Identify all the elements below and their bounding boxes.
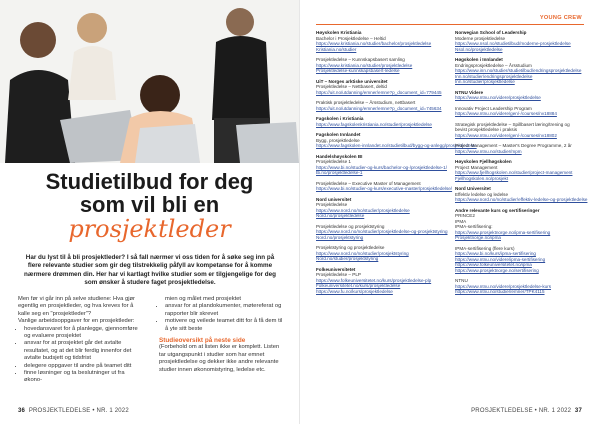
- study-link[interactable]: Bi.no/prosjektledelse-1: [316, 170, 363, 175]
- study-link[interactable]: Inn.no/studier/prosjektledelse: [455, 79, 515, 84]
- study-institution: Andre relevante kurs og sertifiseringer: [455, 207, 540, 213]
- study-program: Effektiv ledelse og ledelse: [455, 191, 509, 197]
- study-entry: [455, 122, 581, 139]
- study-link[interactable]: https://www.ntnu.no/videre/gen/-/courses/nv18802: [455, 132, 557, 138]
- study-institution: Folkeuniversitetet: [316, 266, 356, 272]
- study-link[interactable]: https://www.nsol.no/studietilbud/moderne-prosjektledelse: [455, 41, 571, 46]
- study-entry: [316, 30, 442, 52]
- study-program: Prosjektledelse – Nettbasert, deltid: [316, 84, 387, 89]
- footer-text-right: PROSJEKTLEDELSE • NR. 1 2022: [471, 408, 572, 414]
- body-column-1: [18, 296, 142, 385]
- study-link[interactable]: https://www.folkeuniversitetet.no/ipma: [455, 262, 532, 267]
- study-link[interactable]: Nord.no/prosjektstyring: [316, 234, 364, 240]
- study-link[interactable]: https://www.fu.no/kurs/prosjektledelse: [316, 288, 393, 294]
- study-program: Praktisk prosjektledelse – Årsstudium, nettbasert: [316, 100, 416, 105]
- study-link[interactable]: https://www.inn.no/studier/studietilbud/endringsprosjektledelse: [455, 68, 582, 73]
- study-program: IPMA: [455, 218, 467, 224]
- study-program: IPMA-sertifisering (flere kurs): [455, 245, 515, 251]
- section-tag: YOUNG CREW: [539, 15, 582, 21]
- study-link[interactable]: https://www.bi.no/kurs/ipma-sertifisering: [455, 251, 536, 256]
- study-program: Prosjektledelse 1: [316, 159, 351, 164]
- study-program: Prosjektstyring og prosjektledelse: [316, 245, 385, 250]
- footer-text-left: PROSJEKTLEDELSE • NR. 1 2022: [28, 408, 129, 414]
- study-entry: [316, 180, 453, 192]
- title-line-2: som vil bli en: [79, 192, 220, 217]
- study-entry: [455, 278, 581, 295]
- study-institution: Høyskolen Fjellhøgskolen: [455, 159, 512, 164]
- left-page: [0, 0, 299, 424]
- study-entry: [316, 100, 442, 111]
- study-link[interactable]: https://www.nord.no/no/studier/effektiv-ledelse-og-prosjektledelse: [455, 197, 588, 202]
- study-link[interactable]: Fjellhogskolen.no/prosjekt: [455, 175, 509, 181]
- study-institution: Fagskolen Innlandet: [316, 132, 361, 137]
- study-program: Prosjektledelse – Executive Master of Management: [316, 180, 421, 186]
- page-number-left: 36: [18, 408, 26, 414]
- study-link[interactable]: https://www.prosjektnorge.no/sertifisering: [455, 267, 539, 273]
- study-link[interactable]: https://www.fagskolen-innlandet.no/studietilbud/bygg-og-anlegg/prosjektledelse: [316, 143, 477, 148]
- study-institution: Høgskolen i Innlandet: [455, 57, 503, 62]
- study-list-column-2: [455, 30, 588, 300]
- study-entry: [455, 159, 581, 181]
- intro-text: Men før vi går inn på selve studiene: Hva gjør egentlig en prosjektleder, og hva kreves for å kalle seg en "prosjektleder"?: [18, 296, 135, 317]
- study-link[interactable]: https://uit.no/utdanning/emner/emne?p_document_id=745634: [316, 105, 442, 111]
- study-link[interactable]: Nord.no/studier/prosjektstyring: [316, 256, 379, 261]
- list-item: • finne løsninger og ta beslutninger ut fra økono-: [24, 370, 142, 385]
- list-item: • delegere oppgaver til andre på teamet ditt: [24, 363, 142, 370]
- study-program: Endringsprosjektledelse – Årsstudium: [455, 62, 532, 68]
- study-link[interactable]: Folkeuniversitetet.no/kurs/prosjektledelse: [316, 283, 401, 288]
- study-link[interactable]: https://www.ntnu.no/videre/prosjektledelse-kurs: [455, 283, 552, 289]
- study-entry: [316, 223, 448, 241]
- study-entry: [316, 116, 442, 127]
- body-column-2: [159, 296, 283, 374]
- body-columns: [18, 296, 284, 406]
- study-link[interactable]: https://www.nord.no/no/studier/prosjektstyring: [316, 250, 409, 256]
- study-program: Innovativ Project Leadership Program: [455, 105, 532, 111]
- study-link[interactable]: https://www.nord.no/no/studier/prosjektledelse: [316, 207, 410, 213]
- study-entry: [455, 90, 581, 101]
- study-program: PRINCE2: [455, 213, 475, 218]
- study-link[interactable]: https://www.nord.no/no/studier/prosjektledelse-og-prosjektstyring: [316, 229, 448, 234]
- study-link[interactable]: https://www.prosjektnorge.no/ipma-sertifisering: [455, 229, 551, 235]
- study-link[interactable]: https://www.bi.no/studier-og-kurs/bachelor-og-/prosjektledelse-1/: [316, 164, 447, 170]
- study-link[interactable]: https://www.bi.no/studier-og-kurs/executive-master/prosjektledelse/: [316, 186, 453, 191]
- study-institution: Fagskolen i Kristiania: [316, 116, 364, 121]
- study-link[interactable]: https://www.ntnu.no/videre/gen/-/courses/nv18884: [455, 111, 557, 116]
- study-entry: [316, 57, 442, 74]
- task-list: [18, 326, 142, 385]
- study-entry: [316, 132, 477, 149]
- study-link[interactable]: https://www.ntnu.no/videre/prosjektledelse: [455, 95, 541, 100]
- disclaimer-text: (Forbehold om at listen ikke er komplett. Listen tar utgangspunkt i studier som har emnet prosjektledelse og dekker ikke andre relevante studier innen økonomistyring, ledelse etc.: [159, 344, 280, 373]
- task-list-2: [159, 303, 283, 333]
- study-link[interactable]: https://uit.no/utdanning/emner/emne?p_document_id=779445: [316, 89, 442, 95]
- study-link[interactable]: https://www.ntnu.no/videre/ipma-sertifisering: [455, 256, 546, 262]
- study-link[interactable]: https://www.kristiania.no/studier/prosjektledelse: [316, 62, 413, 68]
- title-line-1: Studietilbud for deg: [45, 169, 254, 194]
- study-institution: Norwegian School of Leadership: [455, 30, 527, 35]
- study-link[interactable]: https://www.ntnu.no/studier/mpm: [455, 148, 522, 154]
- study-program: IPMA-sertifisering:: [455, 224, 493, 229]
- intro-text-2: Vanlige arbeidsoppgaver for en prosjektleder:: [18, 318, 135, 325]
- study-institution: Handelshøyskolen BI: [316, 153, 363, 159]
- study-link[interactable]: https://www.fagskolenkristiania.no/studier/prosjektledelse: [316, 121, 432, 127]
- study-institution: Høyskolen Kristiania: [316, 30, 362, 35]
- study-link[interactable]: Nord.no/prosjektledelse: [316, 213, 365, 218]
- header-rule: [316, 24, 584, 25]
- study-institution: Nord Universitet: [455, 186, 491, 191]
- study-entry: [316, 79, 442, 96]
- study-entry: [455, 57, 581, 85]
- list-item: • motivere og veilede teamet ditt for å få dem til å yte sitt beste: [165, 318, 283, 333]
- study-program: Project Management: [455, 164, 498, 170]
- title-accent: prosjektleder: [68, 215, 231, 243]
- study-entry: [455, 106, 581, 117]
- study-entry: [455, 186, 588, 203]
- study-program: Moderne prosjektledelse: [455, 35, 506, 41]
- study-link[interactable]: https://www.folkeuniversitetet.no/kurs/prosjektledelse-plp: [316, 277, 432, 283]
- study-entry: [316, 153, 447, 176]
- study-link[interactable]: https://www.fjellhogskolen.no/studier/project-management: [455, 170, 573, 175]
- study-entry: [316, 197, 442, 219]
- study-institution: Nord universitet: [316, 196, 352, 202]
- list-continuation: mien og målet med prosjektet: [165, 296, 242, 302]
- study-link[interactable]: Inn.no/studier/endringsprosjektledelse: [455, 73, 533, 79]
- study-link[interactable]: https://www.ntnu.no/studier/emner/TPK4115: [455, 289, 545, 294]
- study-institution: UiT – Norges arktiske universitet: [316, 78, 388, 84]
- students-photo: [0, 0, 299, 163]
- study-entry: [455, 30, 581, 52]
- list-item: • hovedansvaret for å planlegge, gjennomføre og evaluere prosjektet: [24, 326, 142, 341]
- study-program: Strategisk prosjektledelse – Spillbasert læring/trening og bevist prosjektledelse i praksis: [455, 121, 570, 132]
- study-institution: NTNU Videre: [455, 89, 483, 95]
- study-entry: [455, 208, 581, 241]
- study-program: Bygg, prosjektledelse: [316, 137, 360, 143]
- study-link[interactable]: Prosjektnorge.no/ipma: [455, 235, 501, 240]
- study-program: Prosjektledelse og prosjektstyring: [316, 223, 385, 229]
- study-entry: [455, 143, 581, 154]
- study-entry: [316, 245, 442, 262]
- study-program: Prosjektledelse: [316, 202, 348, 207]
- study-entry: [316, 267, 442, 295]
- article-title: [0, 170, 299, 242]
- lead-paragraph: Har du lyst til å bli prosjektleder? I så fall nærmer vi oss tiden for å søke seg inn på flere relevante studier som gir deg tilstrekkelig påfyll av kompetanse for å komme nærmere drømmen din. Her har vi kartlagt hvilke studier som er tilgjengelige for deg som ønsker å studere faget prosjektledelse.: [24, 254, 276, 286]
- study-program: Prosjektledelse – PLP: [316, 272, 361, 277]
- study-link[interactable]: Nsol.no/prosjektledelse: [455, 46, 503, 52]
- study-program: Prosjektledelse – Kunnskapsbasert samling: [316, 57, 405, 62]
- section-subhead: Studieoversikt på neste side: [159, 337, 246, 345]
- right-page: [300, 0, 600, 424]
- right-footer: [471, 408, 582, 414]
- study-program: NTNU: [455, 278, 468, 283]
- students-illustration: [0, 0, 299, 163]
- list-item: • ansvar for at prosjektet går det avtalte resultatet, og at det blir ferdig innenfor det avtalte budsjett og tidsfrist: [24, 340, 142, 362]
- study-link[interactable]: https://www.kristiania.no/studier/bachelor/prosjektledelse: [316, 41, 432, 46]
- study-link[interactable]: Prosjektledelse-kunnskapsbasert-ledelse: [316, 68, 400, 73]
- list-item: • ansvar for at plandokumenter, møtereferat og rapporter blir skrevet: [165, 303, 283, 318]
- study-entry: [455, 246, 581, 274]
- study-program: Bachelor i Prosjektledelse – Heltid: [316, 35, 386, 41]
- study-program: Project Management – Master's Degree Programme, 2 år: [455, 143, 572, 148]
- left-footer: [18, 408, 129, 414]
- study-link[interactable]: Kristiania.no/studier: [316, 46, 357, 52]
- page-number-right: 37: [574, 408, 582, 414]
